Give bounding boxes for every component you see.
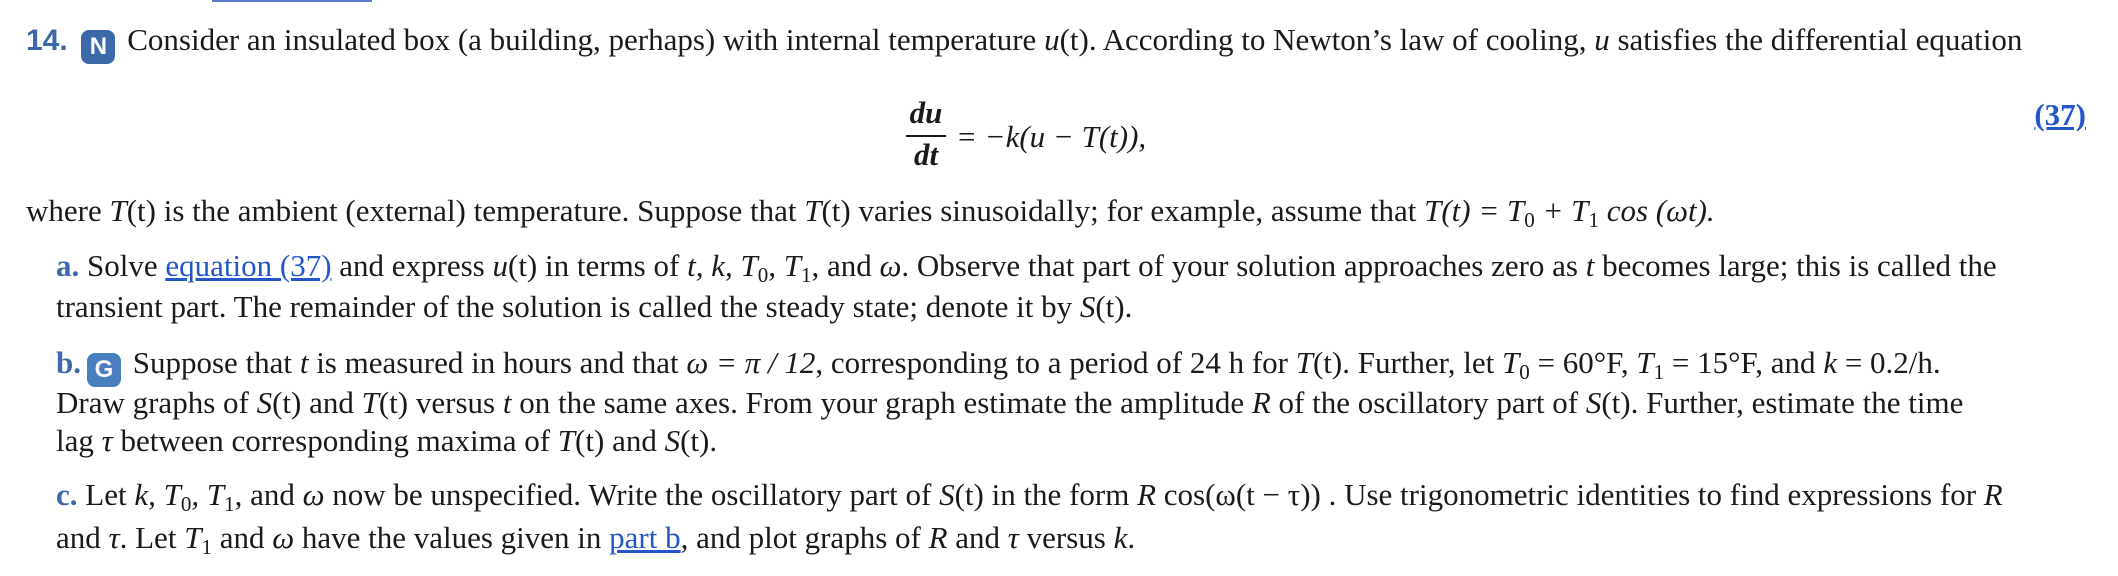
part-c-label: c.	[56, 477, 78, 512]
part-b-link[interactable]: part b	[609, 520, 681, 555]
difficulty-badge-n: N	[81, 30, 115, 64]
equation-rhs: = −k(u − T(t)),	[956, 119, 1147, 154]
part-b-line-1: b. G Suppose that t is measured in hours and that ω = π / 12, corresponding to a period of 24 h for T(t). Further, let $T_0 = 60^\circ F$, $T_1 = 15^\circ F$, and k = 0.2/h.	[56, 343, 1941, 392]
previous-link-underline	[212, 0, 372, 2]
part-a-label: a.	[56, 248, 80, 283]
graphing-badge-g: G	[87, 353, 121, 387]
part-b-line-3: lag τ between corresponding maxima of T(t) and S(t).	[56, 423, 718, 458]
part-b-line-2: Draw graphs of S(t) and T(t) versus t on the same axes. From your graph estimate the amplitude R of the oscillatory part of S(t). Further, estimate the time	[56, 385, 1964, 420]
part-c-line-2: and τ. Let $T_1$ and ω have the values given in part b, and plot graphs of R and τ versus k.	[56, 520, 1136, 559]
problem-intro: 14. N Consider an insulated box (a building, perhaps) with internal temperature u(t). According to Newton’s law of cooling, u satisfies the differential equation	[26, 20, 2022, 64]
ambient-text: where T(t) is the ambient (external) temperature. Suppose that T(t) varies sinusoidally; for example, assume that $T(t) = T_0 + T_1$ cos (ωt).	[26, 193, 1715, 232]
part-b-label: b.	[56, 345, 81, 380]
part-c-line-1: c. Let k, $T_0$, $T_1$, and ω now be unspecified. Write the oscillatory part of S(t) in the form R cos(ω(t − τ)) . Use trigonometric identities to find expressions for R	[56, 477, 2003, 516]
problem-number: 14.	[26, 24, 68, 57]
equation-number-link[interactable]: (37)	[2034, 97, 2086, 132]
intro-text: Consider an insulated box (a building, perhaps) with internal temperature	[127, 22, 1045, 57]
part-a-line-1: a. Solve equation (37) and express u(t) in terms of t, k, $T_0$, $T_1$, and ω. Observe that part of your solution approaches zero as t becomes large; this is called the	[56, 248, 1997, 287]
equation-37-link[interactable]: equation (37)	[165, 248, 332, 283]
problem-page: 14. N Consider an insulated box (a building, perhaps) with internal temperature u(t). According to Newton’s law of cooling, u satisfies the differential equation du dt = −k(u − T(t)), (37) where T(t) is the ambient (external) temperature. Suppose that T(t) varies sinusoidally; for example, assume that $T(t) = T_0 + T_1$ cos (ωt). a. Solve equation (37) and express u(t) in terms of t, k, $T_0$, $T_1$, and ω. Observe that part of your solution approaches zero as t becomes large; this is called the transient part. The remainder of the solution is called the steady state; denote it by S(t). b. G Suppose that t is measured in hours and that ω = π / 12, corresponding to a period of 24 h for T(t). Further, let $T_0 = 60^\circ F$, $T_1 = 15^\circ F$, and k = 0.2/h. Draw graphs of S(t) and T(t) versus t on the same axes. From your graph estimate the amplitude R of the oscillatory part of S(t). Further, estimate the time lag τ between corresponding maxima of T(t) and S(t). c. Let k, $T_0$, $T_1$, and ω now be unspecified. Write the oscillatory part of S(t) in the form R cos(ω(t − τ)) . Use trigonometric identities to find expressions for R and τ. Let $T_1$ and ω have the values given in part b, and plot graphs of R and τ versus k.	[0, 0, 2118, 576]
part-a-line-2: transient part. The remainder of the solution is called the steady state; denote it by S(t).	[56, 289, 1133, 324]
ambient-formula: $T(t) = T_0 + T_1$ cos (ωt).	[1424, 193, 1715, 232]
